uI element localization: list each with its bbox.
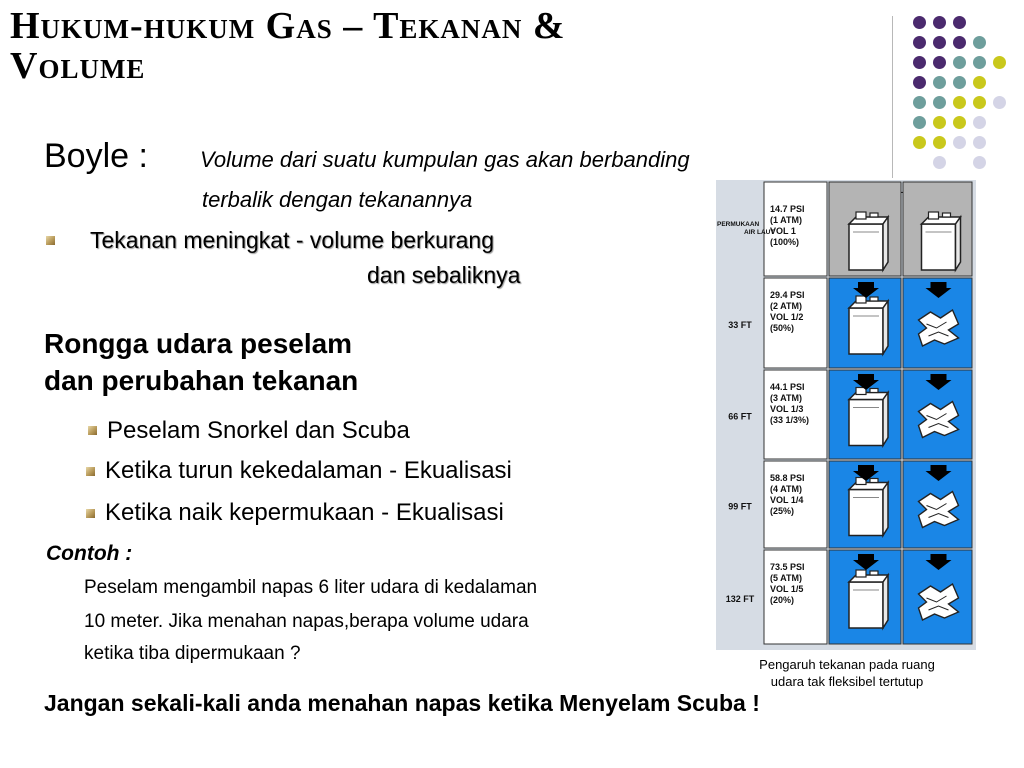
- bullet-marker: [88, 426, 97, 435]
- pressure-label: (5 ATM): [770, 573, 802, 583]
- dot: [913, 36, 926, 49]
- section-heading-line-2: dan perubahan tekanan: [44, 365, 359, 396]
- dot: [973, 136, 986, 149]
- pressure-label: 73.5 PSI: [770, 562, 805, 572]
- dot: [973, 56, 986, 69]
- pressure-label: VOL 1/3: [770, 404, 804, 414]
- bullet-marker: [86, 509, 95, 518]
- dot: [993, 96, 1006, 109]
- dot: [913, 16, 926, 29]
- example-line: 10 meter. Jika menahan napas,berapa volume udara: [84, 611, 529, 632]
- pressure-label: (50%): [770, 323, 795, 333]
- pressure-label: (3 ATM): [770, 393, 802, 403]
- dot: [953, 116, 966, 129]
- section-heading-line-1: Rongga udara peselam: [44, 328, 353, 359]
- dot: [973, 36, 986, 49]
- pressure-label: 29.4 PSI: [770, 290, 805, 300]
- pressure-label: VOL 1: [770, 226, 796, 236]
- figure-caption-line-2: udara tak fleksibel tertutup: [770, 674, 924, 689]
- decorative-dot-grid: [900, 10, 1020, 170]
- dot: [933, 136, 946, 149]
- dot: [953, 16, 966, 29]
- boyle-definition-line-2: terbalik dengan tekanannya: [202, 187, 473, 212]
- dot: [913, 56, 926, 69]
- water-container-icon: [849, 388, 888, 446]
- title-divider: [892, 16, 893, 178]
- water-container-icon: [849, 212, 888, 270]
- pressure-label: VOL 1/5: [770, 584, 804, 594]
- pressure-label: 58.8 PSI: [770, 473, 805, 483]
- dot: [933, 16, 946, 29]
- figure-caption: [722, 656, 972, 690]
- bullet-item: Ketika naik kepermukaan - Ekualisasi: [105, 499, 504, 526]
- boyle-label: Boyle :: [44, 137, 148, 175]
- dot: [933, 96, 946, 109]
- example-line: Peselam mengambil napas 6 liter udara di kedalaman: [84, 577, 538, 598]
- depth-label: 132 FT: [725, 594, 755, 604]
- dot: [933, 156, 946, 169]
- dot: [933, 76, 946, 89]
- boyle-point-line-1: Tekanan meningkat - volume berkurang: [90, 227, 495, 253]
- bullet-marker: [46, 236, 55, 245]
- pressure-label: 44.1 PSI: [770, 382, 805, 392]
- dot: [953, 76, 966, 89]
- pressure-label: (33 1/3%): [770, 415, 810, 425]
- depth-label: PERMUKAAN: [717, 221, 760, 228]
- boyle-point-line-2: dan sebaliknya: [367, 262, 521, 288]
- slide-title: [10, 6, 870, 86]
- dot: [973, 156, 986, 169]
- depth-label: 33 FT: [728, 320, 752, 330]
- water-container-icon: [849, 478, 888, 536]
- pressure-label: (4 ATM): [770, 484, 802, 494]
- dot: [973, 116, 986, 129]
- dot: [913, 116, 926, 129]
- boyle-definition-line-1: Volume dari suatu kumpulan gas akan berbanding: [200, 147, 690, 172]
- bullet-marker: [86, 467, 95, 476]
- pressure-volume-figure: [716, 180, 976, 650]
- dot: [953, 56, 966, 69]
- slide-title-line-2: Volume: [10, 45, 146, 87]
- dot: [973, 96, 986, 109]
- pressure-label: (25%): [770, 506, 795, 516]
- dot: [933, 116, 946, 129]
- pressure-label: 14.7 PSI: [770, 204, 805, 214]
- depth-label: AIR LAUT: [744, 229, 775, 236]
- air-container-icon: [922, 212, 961, 270]
- pressure-label: VOL 1/4: [770, 495, 804, 505]
- dot: [953, 96, 966, 109]
- dot: [993, 56, 1006, 69]
- pressure-label: (20%): [770, 595, 795, 605]
- water-container-icon: [849, 296, 888, 354]
- dot: [913, 76, 926, 89]
- depth-label: 99 FT: [728, 501, 752, 512]
- slide-title-line-1: Hukum-hukum Gas – Tekanan &: [10, 5, 566, 47]
- pressure-label: VOL 1/2: [770, 312, 804, 322]
- dot: [913, 96, 926, 109]
- warning-text: Jangan sekali-kali anda menahan napas ketika Menyelam Scuba !: [44, 690, 760, 716]
- dot: [933, 36, 946, 49]
- bullet-item: Peselam Snorkel dan Scuba: [107, 417, 410, 444]
- bullet-item: Ketika turun kekedalaman - Ekualisasi: [105, 457, 512, 484]
- example-label: Contoh :: [46, 542, 133, 565]
- dot: [953, 136, 966, 149]
- pressure-volume-diagram: [716, 180, 976, 650]
- example-line: ketika tiba dipermukaan ?: [84, 643, 301, 664]
- pressure-label: (1 ATM): [770, 215, 802, 225]
- dot: [953, 36, 966, 49]
- figure-caption-line-1: Pengaruh tekanan pada ruang: [759, 657, 935, 672]
- dot: [913, 136, 926, 149]
- water-container-icon: [849, 570, 888, 628]
- depth-label: 66 FT: [728, 411, 752, 422]
- dot: [933, 56, 946, 69]
- dot: [973, 76, 986, 89]
- pressure-label: (2 ATM): [770, 301, 802, 311]
- pressure-label: (100%): [770, 237, 800, 247]
